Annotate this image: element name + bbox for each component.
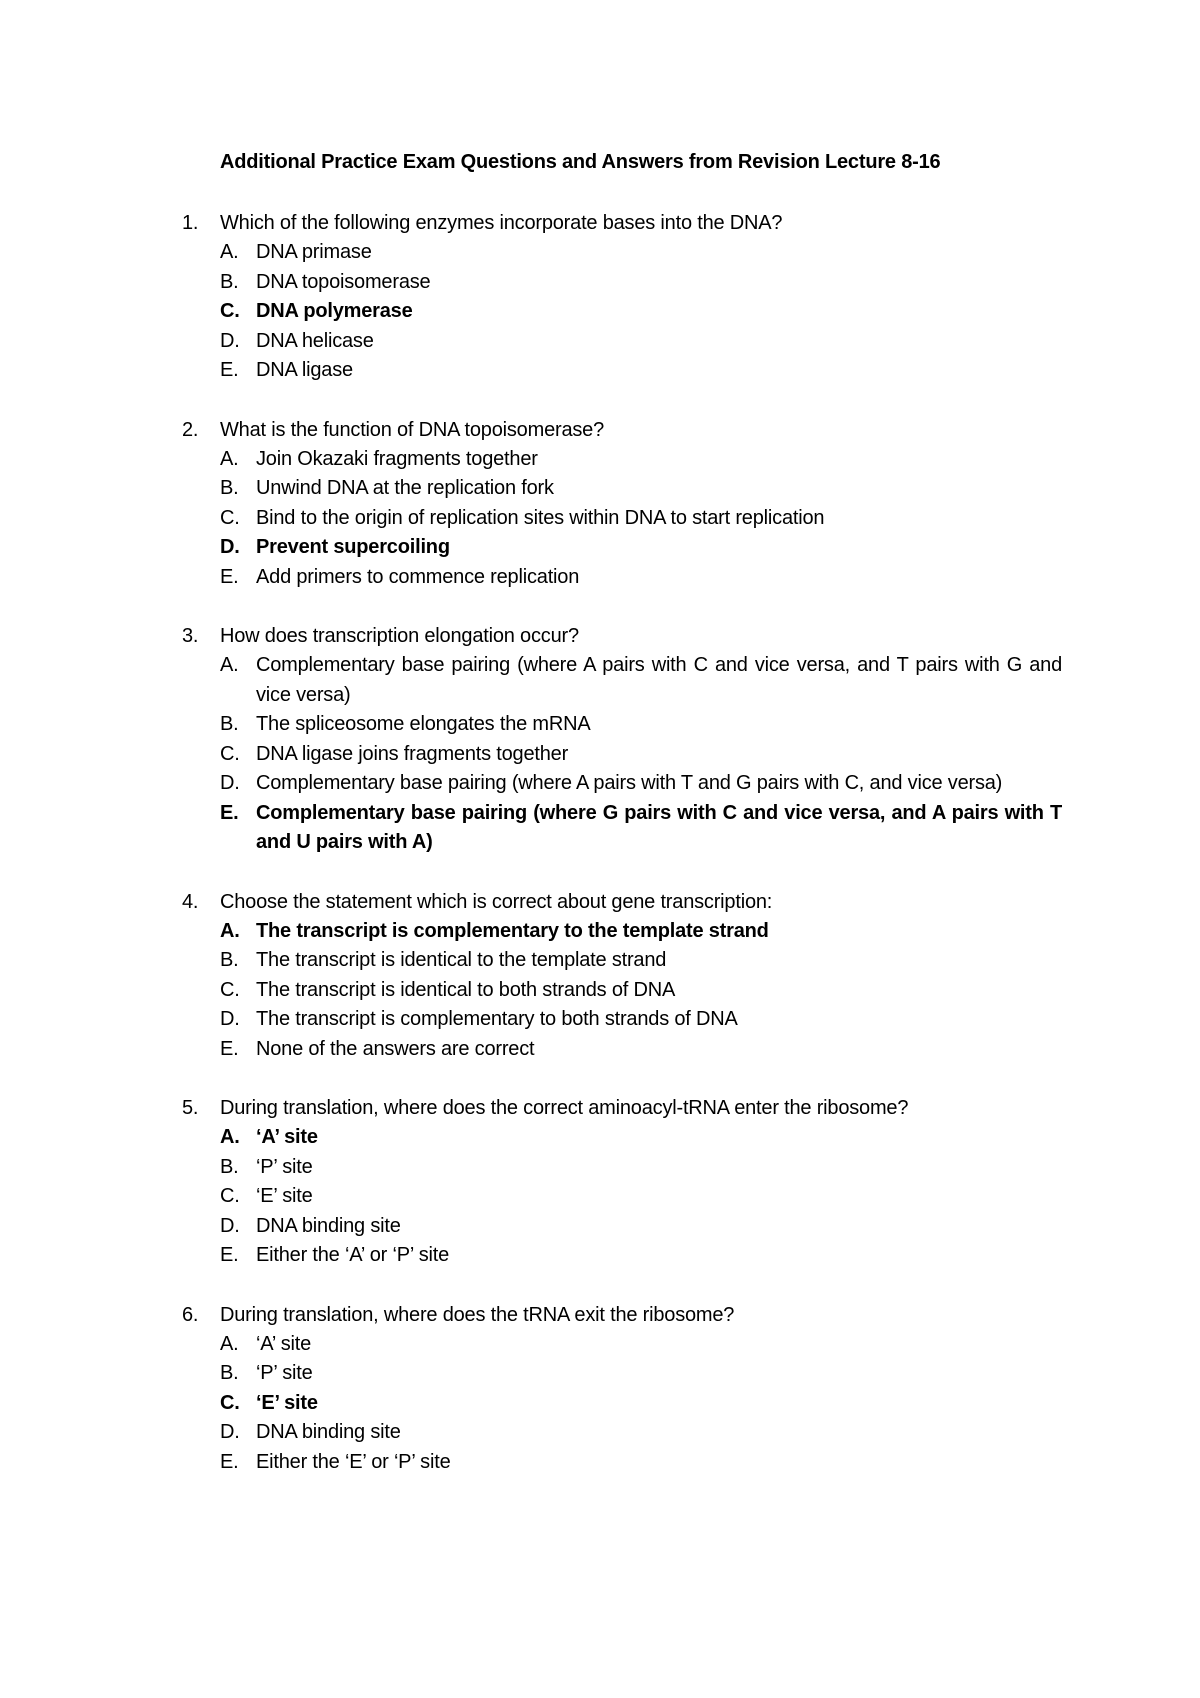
question-number: 2.	[182, 418, 199, 441]
option-text: DNA ligase joins fragments together	[256, 742, 569, 765]
option-text: Either the ‘E’ or ‘P’ site	[256, 1450, 451, 1473]
option-e	[0, 1448, 1200, 1478]
option-text: Add primers to commence replication	[256, 565, 580, 588]
question-2	[0, 415, 1200, 593]
option-letter: B.	[220, 949, 239, 971]
option-letter: E.	[220, 565, 239, 588]
option-letter: D.	[220, 536, 240, 558]
option-letter: E.	[220, 801, 239, 824]
option-letter: A.	[220, 241, 239, 263]
option-text: The transcript is complementary to both strands of DNA	[256, 1008, 738, 1030]
option-b	[0, 1359, 1200, 1389]
option-text: ‘P’ site	[256, 1362, 313, 1384]
option-text: Complementary base pairing (where G pairs with C and vice versa, and A pairs with T and U pairs with A)	[256, 801, 1062, 853]
option-e-correct-answer	[0, 799, 1200, 858]
option-b	[0, 946, 1200, 976]
option-c	[0, 740, 1200, 770]
option-a-correct-answer	[0, 1123, 1200, 1153]
option-letter: A.	[220, 1332, 239, 1355]
question-number: 5.	[182, 1097, 199, 1119]
option-letter: C.	[220, 506, 240, 529]
question-3	[0, 621, 1200, 858]
option-text: ‘P’ site	[256, 1155, 313, 1178]
option-list	[0, 651, 1200, 858]
option-e	[0, 1035, 1200, 1065]
question-list	[0, 208, 1200, 1506]
question-text: What is the function of DNA topoisomerase?	[220, 418, 605, 441]
option-text: Bind to the origin of replication sites within DNA to start replication	[256, 506, 825, 529]
option-a	[0, 1330, 1200, 1360]
question-text: Which of the following enzymes incorporate bases into the DNA?	[220, 212, 783, 234]
option-letter: B.	[220, 1362, 239, 1384]
option-text: ‘E’ site	[256, 1185, 313, 1207]
option-letter: E.	[220, 1037, 239, 1060]
question-number: 4.	[182, 890, 199, 913]
option-a-correct-answer	[0, 917, 1200, 947]
option-text: ‘A’ site	[256, 1332, 312, 1355]
question-5	[0, 1093, 1200, 1271]
option-letter: C.	[220, 978, 240, 1001]
option-letter: B.	[220, 1155, 239, 1178]
option-e	[0, 563, 1200, 593]
option-text: ‘A’ site	[256, 1126, 318, 1148]
option-text: The transcript is complementary to the template strand	[256, 919, 769, 942]
option-letter: D.	[220, 1008, 240, 1030]
option-b	[0, 268, 1200, 298]
option-letter: A.	[220, 1126, 240, 1148]
question-text: During translation, where does the correct aminoacyl-tRNA enter the ribosome?	[220, 1097, 909, 1119]
option-letter: C.	[220, 1391, 240, 1414]
option-text: ‘E’ site	[256, 1391, 318, 1414]
option-letter: D.	[220, 329, 240, 352]
option-text: Unwind DNA at the replication fork	[256, 477, 554, 499]
question-1	[0, 208, 1200, 386]
option-a	[0, 445, 1200, 475]
option-b	[0, 1153, 1200, 1183]
option-text: The spliceosome elongates the mRNA	[256, 713, 591, 735]
option-text: DNA polymerase	[256, 300, 413, 322]
option-letter: C.	[220, 1185, 240, 1207]
option-a	[0, 651, 1200, 710]
option-letter: E.	[220, 1450, 239, 1473]
document-title: Additional Practice Exam Questions and Answers from Revision Lecture 8-16	[220, 151, 941, 173]
option-a	[0, 238, 1200, 268]
option-letter: D.	[220, 772, 240, 794]
option-letter: A.	[220, 654, 239, 676]
question-number: 1.	[182, 212, 199, 234]
option-text: DNA topoisomerase	[256, 270, 431, 293]
question-4	[0, 887, 1200, 1065]
question-number: 3.	[182, 625, 199, 647]
option-c	[0, 504, 1200, 534]
option-text: None of the answers are correct	[256, 1037, 535, 1060]
option-letter: A.	[220, 919, 240, 942]
option-d-correct-answer	[0, 533, 1200, 563]
option-d	[0, 327, 1200, 357]
option-letter: D.	[220, 1421, 240, 1443]
question-text: How does transcription elongation occur?	[220, 625, 579, 647]
option-text: The transcript is identical to both strands of DNA	[256, 978, 676, 1001]
option-e	[0, 356, 1200, 386]
option-list	[0, 1123, 1200, 1271]
option-text: Complementary base pairing (where A pairs with T and G pairs with C, and vice versa)	[256, 772, 1003, 794]
option-letter: C.	[220, 742, 240, 765]
option-c	[0, 976, 1200, 1006]
option-text: Join Okazaki fragments together	[256, 447, 538, 470]
option-letter: D.	[220, 1214, 240, 1237]
option-letter: E.	[220, 359, 239, 381]
option-text: Either the ‘A’ or ‘P’ site	[256, 1244, 450, 1266]
option-text: DNA binding site	[256, 1214, 401, 1237]
question-number: 6.	[182, 1303, 199, 1326]
option-text: DNA binding site	[256, 1421, 401, 1443]
option-b	[0, 474, 1200, 504]
option-letter: B.	[220, 477, 239, 499]
option-text: DNA helicase	[256, 329, 374, 352]
option-letter: E.	[220, 1244, 239, 1266]
option-letter: B.	[220, 713, 239, 735]
option-text: DNA primase	[256, 241, 372, 263]
option-d	[0, 1005, 1200, 1035]
option-d	[0, 769, 1200, 799]
question-text: Choose the statement which is correct about gene transcription:	[220, 890, 773, 913]
option-list	[0, 917, 1200, 1065]
option-list	[0, 238, 1200, 386]
option-letter: A.	[220, 447, 239, 470]
option-text: Prevent supercoiling	[256, 536, 450, 558]
option-letter: B.	[220, 270, 239, 293]
option-c-correct-answer	[0, 297, 1200, 327]
option-d	[0, 1418, 1200, 1448]
option-c	[0, 1182, 1200, 1212]
option-c-correct-answer	[0, 1389, 1200, 1419]
question-text: During translation, where does the tRNA exit the ribosome?	[220, 1303, 735, 1326]
option-e	[0, 1241, 1200, 1271]
option-text: The transcript is identical to the template strand	[256, 949, 667, 971]
option-list	[0, 445, 1200, 593]
option-list	[0, 1330, 1200, 1478]
option-text: Complementary base pairing (where A pairs with C and vice versa, and T pairs with G and vice versa)	[256, 654, 1062, 706]
option-d	[0, 1212, 1200, 1242]
option-letter: C.	[220, 300, 240, 322]
option-text: DNA ligase	[256, 359, 353, 381]
question-6	[0, 1300, 1200, 1478]
option-b	[0, 710, 1200, 740]
